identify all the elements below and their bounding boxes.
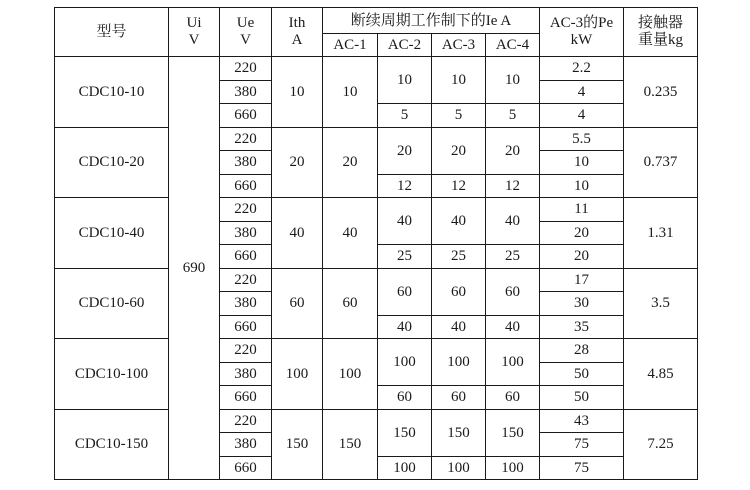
ac4-660-cell: 40: [486, 315, 540, 339]
header-ith: Ith A: [272, 8, 323, 57]
table-row: [55, 198, 698, 222]
model-cell: CDC10-60: [55, 268, 169, 339]
pe-cell: 30: [540, 292, 624, 316]
ac2-cell: 150: [378, 409, 432, 456]
ac4-cell: 40: [486, 198, 540, 245]
table-row: [55, 57, 698, 81]
pe-cell: 20: [540, 245, 624, 269]
header-ac4: AC-4: [486, 34, 540, 57]
table-row: [55, 339, 698, 363]
pe-cell: 28: [540, 339, 624, 363]
pe-cell: 20: [540, 221, 624, 245]
ac3-cell: 60: [432, 268, 486, 315]
ac3-660-cell: 60: [432, 386, 486, 410]
ac4-cell: 10: [486, 57, 540, 104]
ac4-660-cell: 5: [486, 104, 540, 128]
ac4-660-cell: 100: [486, 456, 540, 480]
ue-cell: 380: [220, 433, 272, 457]
ac1-cell: 20: [323, 127, 378, 198]
ac2-cell: 40: [378, 198, 432, 245]
ac4-660-cell: 60: [486, 386, 540, 410]
header-ac2: AC-2: [378, 34, 432, 57]
ac2-660-cell: 5: [378, 104, 432, 128]
ac3-660-cell: 100: [432, 456, 486, 480]
ue-cell: 220: [220, 268, 272, 292]
ue-cell: 220: [220, 339, 272, 363]
ue-cell: 660: [220, 456, 272, 480]
pe-cell: 10: [540, 151, 624, 175]
ac1-cell: 60: [323, 268, 378, 339]
pe-cell: 2.2: [540, 57, 624, 81]
header-model: 型号: [55, 8, 169, 57]
ue-cell: 660: [220, 315, 272, 339]
header-weight: 接触器 重量kg: [624, 8, 698, 57]
ac1-cell: 100: [323, 339, 378, 410]
ac2-660-cell: 25: [378, 245, 432, 269]
table-row: [55, 409, 698, 433]
ue-cell: 660: [220, 104, 272, 128]
ac3-660-cell: 25: [432, 245, 486, 269]
pe-cell: 50: [540, 362, 624, 386]
ac2-cell: 20: [378, 127, 432, 174]
model-cell: CDC10-10: [55, 57, 169, 128]
ue-cell: 660: [220, 174, 272, 198]
header-ue: Ue V: [220, 8, 272, 57]
ith-cell: 40: [272, 198, 323, 269]
ac1-cell: 150: [323, 409, 378, 480]
model-cell: CDC10-40: [55, 198, 169, 269]
ac3-660-cell: 40: [432, 315, 486, 339]
pe-cell: 17: [540, 268, 624, 292]
ith-cell: 150: [272, 409, 323, 480]
pe-cell: 75: [540, 456, 624, 480]
weight-cell: 1.31: [624, 198, 698, 269]
weight-cell: 4.85: [624, 339, 698, 410]
ue-cell: 220: [220, 409, 272, 433]
ue-cell: 660: [220, 386, 272, 410]
ue-cell: 220: [220, 127, 272, 151]
ac3-cell: 40: [432, 198, 486, 245]
pe-cell: 43: [540, 409, 624, 433]
ue-cell: 380: [220, 221, 272, 245]
table-row: [55, 127, 698, 151]
ac4-660-cell: 12: [486, 174, 540, 198]
ac3-660-cell: 12: [432, 174, 486, 198]
ith-cell: 100: [272, 339, 323, 410]
table-body: [55, 57, 698, 480]
ac2-cell: 60: [378, 268, 432, 315]
ac3-cell: 100: [432, 339, 486, 386]
pe-cell: 4: [540, 104, 624, 128]
ac3-cell: 20: [432, 127, 486, 174]
pe-cell: 11: [540, 198, 624, 222]
ac3-660-cell: 5: [432, 104, 486, 128]
ac2-cell: 10: [378, 57, 432, 104]
contactor-spec-table: [54, 7, 698, 480]
model-cell: CDC10-100: [55, 339, 169, 410]
ac2-660-cell: 60: [378, 386, 432, 410]
model-cell: CDC10-150: [55, 409, 169, 480]
ac4-cell: 60: [486, 268, 540, 315]
table-row: [55, 268, 698, 292]
ac1-cell: 10: [323, 57, 378, 128]
ith-cell: 60: [272, 268, 323, 339]
pe-cell: 35: [540, 315, 624, 339]
weight-cell: 0.235: [624, 57, 698, 128]
header-ac3: AC-3: [432, 34, 486, 57]
pe-cell: 75: [540, 433, 624, 457]
ac1-cell: 40: [323, 198, 378, 269]
ue-cell: 380: [220, 362, 272, 386]
weight-cell: 3.5: [624, 268, 698, 339]
ac2-660-cell: 100: [378, 456, 432, 480]
ith-cell: 20: [272, 127, 323, 198]
pe-cell: 5.5: [540, 127, 624, 151]
ac2-cell: 100: [378, 339, 432, 386]
weight-cell: 0.737: [624, 127, 698, 198]
ac4-cell: 150: [486, 409, 540, 456]
ac4-cell: 20: [486, 127, 540, 174]
ue-cell: 660: [220, 245, 272, 269]
ui-cell: 690: [169, 57, 220, 480]
ac3-cell: 10: [432, 57, 486, 104]
ue-cell: 380: [220, 80, 272, 104]
ue-cell: 380: [220, 151, 272, 175]
ac4-cell: 100: [486, 339, 540, 386]
pe-cell: 10: [540, 174, 624, 198]
ac2-660-cell: 40: [378, 315, 432, 339]
ac3-cell: 150: [432, 409, 486, 456]
header-ui: Ui V: [169, 8, 220, 57]
model-cell: CDC10-20: [55, 127, 169, 198]
ac4-660-cell: 25: [486, 245, 540, 269]
pe-cell: 50: [540, 386, 624, 410]
header-ie-group: 断续周期工作制下的Ie A: [323, 8, 540, 34]
weight-cell: 7.25: [624, 409, 698, 480]
ith-cell: 10: [272, 57, 323, 128]
ue-cell: 220: [220, 57, 272, 81]
header-pe: AC-3的Pe kW: [540, 8, 624, 57]
ue-cell: 380: [220, 292, 272, 316]
pe-cell: 4: [540, 80, 624, 104]
ac2-660-cell: 12: [378, 174, 432, 198]
ue-cell: 220: [220, 198, 272, 222]
header-ac1: AC-1: [323, 34, 378, 57]
